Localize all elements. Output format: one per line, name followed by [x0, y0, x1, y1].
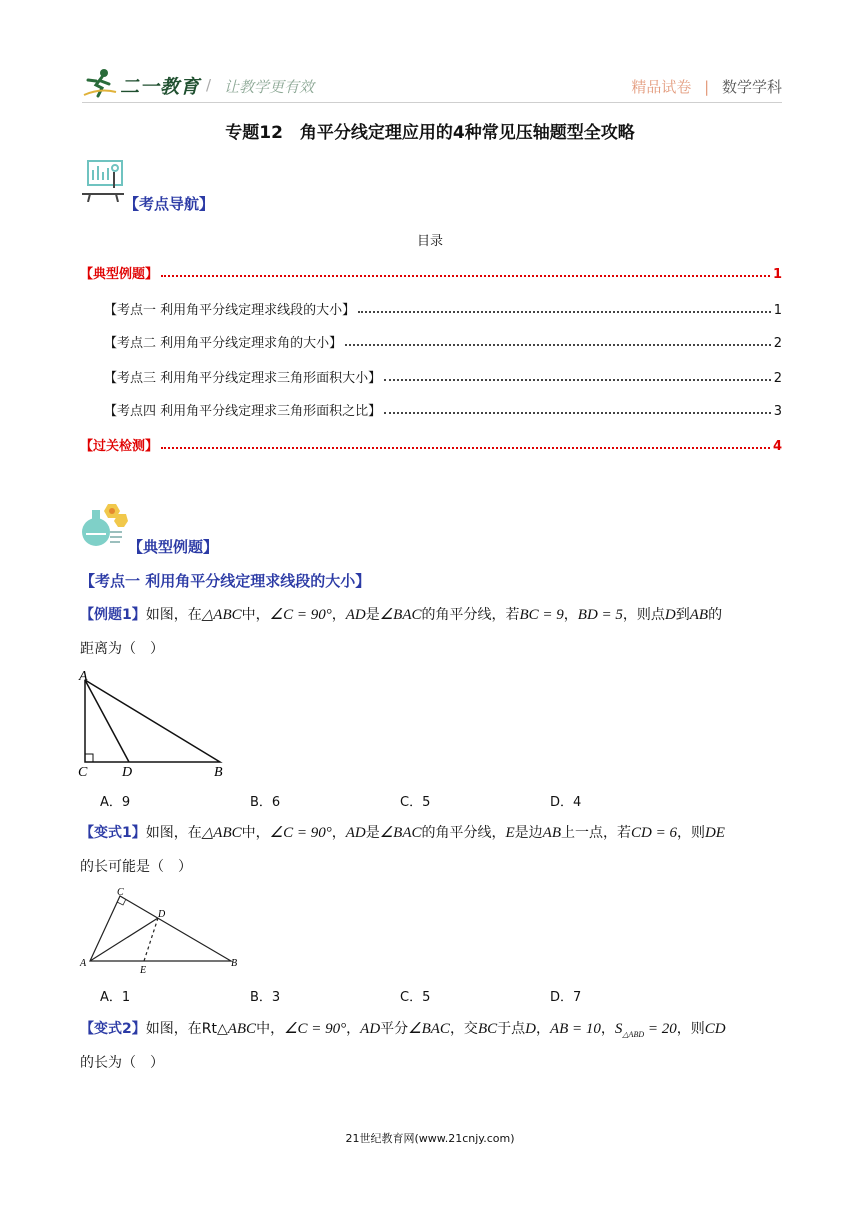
toc-page: 3	[773, 404, 782, 419]
header-rule	[82, 102, 782, 103]
logo	[82, 68, 202, 98]
text: 如图，在	[145, 607, 202, 623]
text: 如图，在	[145, 825, 202, 841]
math: ∠BAC	[379, 825, 422, 841]
math: ∠BAC	[379, 607, 422, 623]
math-subscript: △ABD	[622, 1029, 645, 1039]
text: ，	[331, 607, 346, 623]
math: BC = 9	[519, 607, 564, 623]
fig-label-A: A	[79, 670, 88, 684]
text: 是边	[514, 825, 543, 841]
math: AB	[689, 607, 709, 623]
toc-label: 【考点一 利用角平分线定理求线段的大小】	[104, 303, 356, 318]
page-title: 专题12 角平分线定理应用的4种常见压轴题型全攻略	[225, 123, 635, 143]
math: S	[614, 1021, 623, 1037]
text: 到	[675, 607, 690, 623]
toc-label: 【典型例题】	[80, 267, 159, 282]
toc-leader	[345, 344, 771, 346]
math: AB	[542, 825, 561, 841]
toc-leader	[161, 275, 770, 277]
header-divider: |	[704, 78, 710, 96]
example1-options	[100, 791, 700, 810]
toc-page: 2	[773, 336, 782, 351]
text: 中，	[241, 825, 270, 841]
page-footer: 21世纪教育网(www.21cnjy.com)	[345, 1132, 515, 1145]
example1-tag: 【例题1】	[80, 607, 146, 623]
text: ，	[563, 607, 578, 623]
math: = 20	[644, 1021, 677, 1037]
fig-label-C: C	[117, 887, 124, 898]
math: △ABC	[201, 607, 242, 623]
variant1-text-line2: 的长可能是（ ）	[80, 859, 192, 875]
header-right-left: 精品试卷	[631, 78, 692, 96]
text: 中，	[256, 1021, 285, 1037]
toc-row-checks[interactable]	[80, 434, 782, 454]
math: D	[664, 607, 676, 623]
slogan: 让教学更有效	[224, 78, 315, 96]
toc-leader	[161, 447, 770, 449]
text: ，	[346, 1021, 361, 1037]
toc-page: 1	[773, 303, 782, 318]
option-b[interactable]: B．6	[250, 795, 281, 810]
math: AD	[360, 1021, 381, 1037]
topic1-heading: 【考点一 利用角平分线定理求线段的大小】	[80, 572, 371, 590]
option-c[interactable]: C．5	[400, 795, 431, 810]
option-a[interactable]: A．1	[100, 990, 131, 1005]
math: D	[525, 1021, 536, 1037]
math: ∠C = 90°	[269, 607, 332, 623]
text: 中，	[241, 607, 270, 623]
text: 的	[708, 607, 723, 623]
text: ，	[331, 825, 346, 841]
math: CD	[704, 1021, 726, 1037]
math: DE	[704, 825, 725, 841]
toc-label: 【考点四 利用角平分线定理求三角形面积之比】	[104, 404, 382, 419]
toc-page: 1	[772, 267, 782, 282]
math: BD = 5	[577, 607, 623, 623]
math: CD = 6	[630, 825, 677, 841]
text: 的角平分线，若	[421, 607, 520, 623]
nav-heading: 【考点导航】	[124, 195, 215, 213]
header-right-right: 数学学科	[721, 78, 782, 96]
examples-heading: 【典型例题】	[128, 538, 219, 556]
toc-label: 【考点三 利用角平分线定理求三角形面积大小】	[104, 371, 382, 386]
option-d[interactable]: D．4	[550, 795, 582, 810]
math: E	[505, 825, 515, 841]
variant1-options	[100, 986, 700, 1005]
text: 是	[365, 825, 380, 841]
math: AD	[345, 607, 366, 623]
header-slash: /	[206, 76, 212, 94]
fig-label-D: D	[158, 909, 166, 920]
toc-page: 2	[773, 371, 782, 386]
option-c[interactable]: C．5	[400, 990, 431, 1005]
toc-row-examples[interactable]	[80, 262, 782, 282]
toc-title: 目录	[416, 234, 443, 249]
example1-text-line2: 距离为（ ）	[80, 641, 164, 657]
toc-leader	[358, 311, 771, 313]
variant1-text	[80, 822, 782, 844]
brand-name: 二一教育	[120, 76, 201, 98]
presentation-board-icon	[80, 158, 126, 202]
example1-text	[80, 604, 782, 626]
toc-row-topic4[interactable]	[104, 399, 782, 419]
flask-icon	[80, 502, 128, 548]
text: ，则点	[622, 607, 665, 623]
text: 上一点，若	[560, 825, 631, 841]
text: 的角平分线，	[421, 825, 506, 841]
math: AD	[345, 825, 366, 841]
fig-label-A: A	[80, 958, 87, 969]
math: ABC	[227, 1021, 257, 1037]
math: ∠BAC	[408, 1021, 450, 1037]
text: 平分	[380, 1021, 409, 1037]
text: ，则	[676, 825, 705, 841]
toc-page: 4	[772, 439, 782, 454]
toc-row-topic1[interactable]	[104, 298, 782, 318]
math: ∠C = 90°	[284, 1021, 347, 1037]
option-d[interactable]: D．7	[550, 990, 582, 1005]
toc-row-topic2[interactable]	[104, 331, 782, 351]
variant1-tag: 【变式1】	[80, 825, 146, 841]
text: ，则	[676, 1021, 705, 1037]
text: ，	[535, 1021, 550, 1037]
variant1-figure	[76, 886, 246, 976]
math: AB = 10	[549, 1021, 601, 1037]
text: 如图，在Rt△	[145, 1021, 228, 1037]
text: ，交	[449, 1021, 478, 1037]
toc-label: 【考点二 利用角平分线定理求角的大小】	[104, 336, 343, 351]
fig-label-B: B	[231, 958, 238, 969]
text: ，	[600, 1021, 615, 1037]
math: ∠C = 90°	[269, 825, 332, 841]
runner-logo-icon	[82, 68, 118, 98]
fig-label-E: E	[140, 965, 147, 976]
math: BC	[477, 1021, 498, 1037]
text: 是	[365, 607, 380, 623]
fig-label-C: C	[78, 765, 88, 780]
toc-label: 【过关检测】	[80, 439, 159, 454]
math: △ABC	[201, 825, 242, 841]
example1-figure	[76, 670, 236, 780]
toc-row-topic3[interactable]	[104, 366, 782, 386]
fig-label-B: B	[214, 765, 223, 780]
header-right	[620, 76, 782, 97]
toc-leader	[384, 379, 771, 381]
option-b[interactable]: B．3	[250, 990, 281, 1005]
option-a[interactable]: A．9	[100, 795, 131, 810]
fig-label-D: D	[122, 765, 133, 780]
variant2-text	[80, 1018, 782, 1046]
toc-leader	[384, 412, 771, 414]
text: 于点	[497, 1021, 526, 1037]
variant2-text-line2: 的长为（ ）	[80, 1055, 164, 1071]
variant2-tag: 【变式2】	[80, 1021, 146, 1037]
